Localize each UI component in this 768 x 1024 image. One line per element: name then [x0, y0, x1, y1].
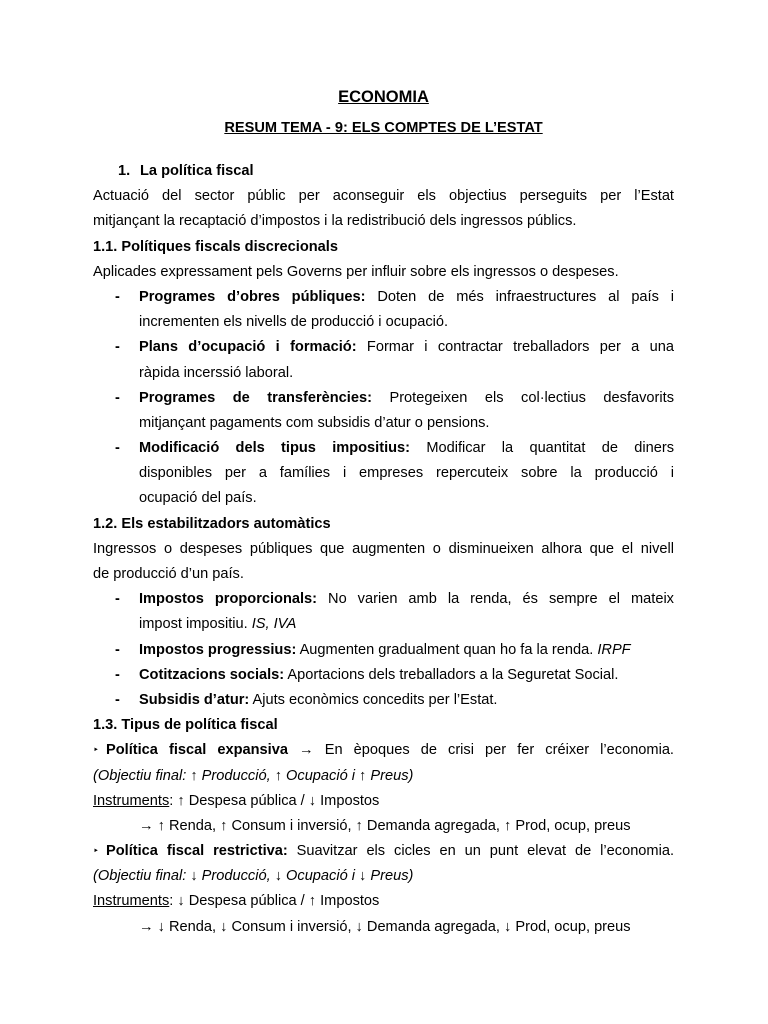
bullet-line: [139, 436, 674, 461]
bullet-line: [139, 688, 674, 713]
triangle-bullet-icon: ‣: [93, 745, 99, 757]
dash-marker: -: [115, 389, 120, 406]
paragraph-line: mitjançant la recaptació d’impostos i la redistribució dels ingressos públics.: [93, 213, 577, 230]
bullet-item: [93, 587, 674, 612]
effects-line: → ↑ Renda, ↑ Consum i inversió, ↑ Demanda agregada, ↑ Prod, ocup, preus: [139, 817, 631, 834]
policy-goal: (Objectiu final: ↑ Producció, ↑ Ocupació i ↑ Preus): [93, 767, 414, 784]
bullet-continuation: ocupació del país.: [139, 490, 257, 507]
policy-term: Política fiscal expansiva: [106, 742, 288, 759]
dash-marker: -: [115, 691, 120, 708]
bullet-term: Programes de transferències:: [139, 389, 372, 406]
bullet-example: IS, IVA: [251, 616, 297, 633]
policy-text: → En èpoques de crisi per fer créixer l’economia.: [287, 742, 674, 759]
bullet-continuation: ràpida incerssió laboral.: [139, 364, 294, 381]
instruments-text: : ↑ Despesa pública / ↓ Impostos: [169, 792, 380, 809]
bullet-example: IRPF: [597, 641, 631, 658]
bullet-line: [139, 335, 674, 360]
bullet-continuation: incrementen els nivells de producció i ocupació.: [139, 314, 449, 331]
paragraph-line: de producció d’un país.: [93, 566, 244, 582]
bullet-text: Ajuts econòmics concedits per l’Estat.: [249, 691, 498, 708]
bullet-text: impost impositiu.: [139, 616, 252, 633]
effects-line: → ↓ Renda, ↓ Consum i inversió, ↓ Demanda agregada, ↓ Prod, ocup, preus: [139, 918, 631, 935]
bullet-term: Modificació dels tipus impositius:: [139, 440, 411, 457]
section-1-heading: [93, 159, 674, 184]
bullet-continuation: mitjançant pagaments com subsidis d’atur o pensions.: [139, 414, 490, 431]
document-page: [93, 85, 674, 940]
bullet-line: [139, 285, 674, 310]
document-title: ECONOMIA: [338, 88, 429, 106]
dash-marker: -: [115, 591, 120, 608]
policy-goal: (Objectiu final: ↓ Producció, ↓ Ocupació i ↓ Preus): [93, 868, 414, 885]
instruments-label: Instruments: [93, 792, 170, 809]
triangle-bullet-icon: ‣: [93, 846, 99, 858]
paragraph-line: Ingressos o despeses públiques que augmenten o disminueixen alhora que el nivell: [93, 540, 674, 557]
bullet-item: [93, 663, 674, 688]
policy-expansive-line: [93, 738, 674, 763]
document-subtitle: RESUM TEMA - 9: ELS COMPTES DE L’ESTAT: [224, 120, 543, 136]
bullet-line: [139, 587, 674, 612]
policy-text: Suavitzar els cicles en un punt elevat de l’economia.: [287, 843, 674, 860]
bullet-item: [93, 688, 674, 713]
section-1-2-heading: 1.2. Els estabilitzadors automàtics: [93, 515, 331, 532]
dash-marker: -: [115, 288, 120, 305]
policy-term: Política fiscal restrictiva:: [106, 843, 288, 860]
bullet-term: Programes d’obres públiques:: [139, 288, 366, 305]
bullet-term: Plans d’ocupació i formació:: [139, 339, 357, 356]
bullet-continuation: disponibles per a famílies i empreses repercuteix sobre la producció i: [139, 465, 674, 482]
bullet-item: [93, 386, 674, 411]
bullet-item: [93, 285, 674, 310]
section-1-title: La política fiscal: [140, 163, 254, 179]
bullet-term: Subsidis d’atur:: [139, 691, 250, 708]
bullet-line: [139, 386, 674, 411]
instruments-text: : ↓ Despesa pública / ↑ Impostos: [169, 893, 380, 910]
dash-marker: -: [115, 641, 120, 658]
bullet-text: Doten de més infraestructures al país i: [365, 288, 675, 305]
bullet-text: Augmenten gradualment quan ho fa la renda.: [296, 641, 598, 658]
section-1-number: 1.: [118, 163, 131, 179]
bullet-term: Cotitzacions socials:: [139, 666, 285, 683]
bullet-continuation: [93, 612, 674, 637]
bullet-term: Impostos progressius:: [139, 641, 297, 658]
bullet-item: [93, 638, 674, 663]
bullet-text: Modificar la quantitat de diners: [410, 440, 674, 457]
bullet-text: Formar i contractar treballadors per a una: [356, 339, 674, 356]
bullet-text: Protegeixen els col·lectius desfavorits: [371, 389, 674, 406]
bullet-item: [93, 335, 674, 360]
bullet-item: [93, 436, 674, 461]
dash-marker: -: [115, 666, 120, 683]
bullet-text: No varien amb la renda, és sempre el mateix: [317, 591, 674, 608]
instruments-line: [93, 889, 674, 914]
section-1-3-heading: 1.3. Tipus de política fiscal: [93, 717, 278, 734]
bullet-term: Impostos proporcionals:: [139, 591, 318, 608]
section-1-1-heading: 1.1. Polítiques fiscals discrecionals: [93, 238, 338, 255]
policy-restrictive-line: [93, 839, 674, 864]
paragraph-line: Aplicades expressament pels Governs per influir sobre els ingressos o despeses.: [93, 263, 619, 280]
dash-marker: -: [115, 440, 120, 457]
bullet-line: [139, 663, 674, 688]
paragraph-line: Actuació del sector públic per aconseguir els objectius perseguits per l’Estat: [93, 188, 674, 205]
bullet-line: [139, 638, 674, 663]
instruments-label: Instruments: [93, 893, 170, 910]
dash-marker: -: [115, 339, 120, 356]
bullet-text: Aportacions dels treballadors a la Seguretat Social.: [284, 666, 619, 683]
instruments-line: [93, 789, 674, 814]
